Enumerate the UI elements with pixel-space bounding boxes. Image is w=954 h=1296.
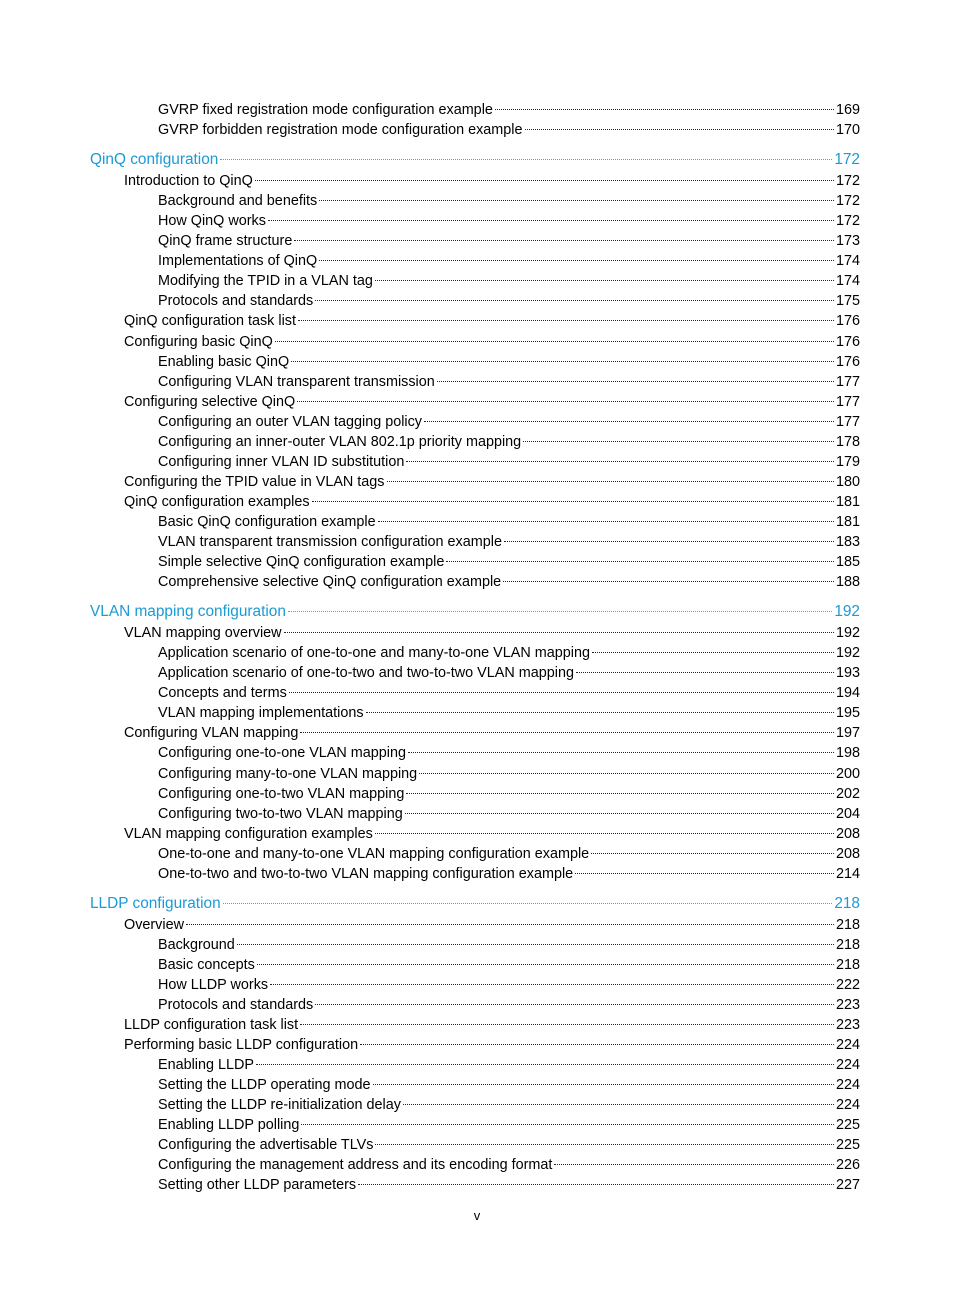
- toc-entry-title: GVRP fixed registration mode configuration example: [158, 102, 493, 118]
- toc-entry-title: QinQ configuration examples: [124, 493, 310, 510]
- dot-leader: [503, 581, 834, 582]
- toc-entry[interactable]: [158, 251, 860, 271]
- toc-entry-title: Background: [158, 936, 235, 953]
- dot-leader: [289, 692, 834, 693]
- toc-entry-title: Configuring one-to-one VLAN mapping: [158, 745, 406, 762]
- dot-leader: [576, 672, 834, 673]
- toc-entry-title: Configuring VLAN transparent transmission: [158, 373, 435, 390]
- toc-entry-title: Concepts and terms: [158, 685, 287, 702]
- toc-entry[interactable]: [158, 643, 860, 663]
- toc-entry-page-number: 179: [835, 453, 860, 470]
- toc-entry-page-number: 177: [835, 393, 860, 410]
- dot-leader: [437, 381, 834, 382]
- toc-entry[interactable]: [158, 352, 860, 372]
- toc-entry-page-number: 178: [835, 433, 860, 450]
- toc-entry[interactable]: [124, 1015, 860, 1035]
- dot-leader: [275, 341, 834, 342]
- dot-leader: [256, 1064, 834, 1065]
- dot-leader: [424, 421, 834, 422]
- toc-entry-title: Enabling LLDP polling: [158, 1117, 300, 1134]
- dot-leader: [591, 853, 834, 854]
- page-number: v: [473, 1208, 481, 1223]
- toc-entry-page-number: 200: [835, 765, 860, 782]
- toc-entry-title: Implementations of QinQ: [158, 253, 318, 270]
- dot-leader: [387, 481, 834, 482]
- toc-entry-page-number: 176: [835, 313, 860, 330]
- toc-entry[interactable]: [158, 211, 860, 231]
- toc-entry[interactable]: [158, 191, 860, 211]
- toc-entry[interactable]: [158, 844, 860, 864]
- dot-leader: [378, 521, 834, 522]
- toc-entry-title: VLAN mapping configuration examples: [124, 825, 373, 842]
- toc-entry-page-number: 218: [834, 894, 860, 912]
- toc-entry-title: One-to-two and two-to-two VLAN mapping configuration example: [158, 865, 574, 882]
- dot-leader: [358, 1184, 834, 1185]
- dot-leader: [255, 180, 834, 181]
- toc-chapter-entry[interactable]: [90, 150, 860, 170]
- toc-entry-page-number: 218: [835, 956, 860, 973]
- toc-entry[interactable]: [124, 1035, 860, 1055]
- toc-entry-page-number: 181: [835, 493, 860, 510]
- toc-entry[interactable]: [158, 412, 860, 432]
- toc-entry[interactable]: [158, 432, 860, 452]
- toc-entry-page-number: 202: [835, 785, 860, 802]
- toc-entry-title: One-to-one and many-to-one VLAN mapping configuration example: [158, 845, 590, 862]
- toc-entry[interactable]: [124, 332, 860, 352]
- toc-entry-page-number: 224: [835, 1097, 860, 1114]
- toc-chapter-entry[interactable]: [90, 602, 860, 622]
- toc-entry-page-number: 180: [835, 473, 860, 490]
- toc-entry-title: How QinQ works: [158, 213, 266, 230]
- toc-entry-page-number: 174: [835, 253, 860, 270]
- toc-entry-page-number: 194: [835, 685, 860, 702]
- toc-entry[interactable]: [124, 824, 860, 844]
- toc-entry-title: Application scenario of one-to-two and two-to-two VLAN mapping: [158, 665, 574, 682]
- dot-leader: [525, 129, 834, 130]
- toc-entry-page-number: 177: [835, 373, 860, 390]
- dot-leader: [220, 159, 832, 160]
- toc-entry-page-number: 185: [835, 554, 860, 571]
- toc-entry-title: Performing basic LLDP configuration: [124, 1037, 359, 1054]
- dot-leader: [315, 300, 834, 301]
- toc-entry-page-number: 224: [835, 1077, 860, 1094]
- toc-entry[interactable]: [124, 492, 860, 512]
- toc-entry[interactable]: [158, 955, 860, 975]
- toc-entry-page-number: 192: [835, 645, 860, 662]
- toc-entry[interactable]: [158, 572, 860, 592]
- toc-entry-page-number: 188: [835, 574, 860, 591]
- toc-entry-page-number: 227: [835, 1177, 860, 1194]
- toc-entry-page-number: 225: [835, 1117, 860, 1134]
- toc-entry[interactable]: [158, 663, 860, 683]
- toc-entry-title: QinQ configuration task list: [124, 313, 296, 330]
- dot-leader: [419, 773, 834, 774]
- dot-leader: [298, 320, 834, 321]
- toc-entry[interactable]: [158, 120, 860, 140]
- toc-entry-title: Configuring inner VLAN ID substitution: [158, 453, 405, 470]
- toc-entry-page-number: 172: [834, 151, 860, 169]
- dot-leader: [375, 833, 834, 834]
- dot-leader: [406, 793, 834, 794]
- dot-leader: [403, 1104, 834, 1105]
- toc-entry-page-number: 172: [835, 173, 860, 190]
- toc-entry-title: Setting the LLDP operating mode: [158, 1077, 371, 1094]
- dot-leader: [406, 461, 834, 462]
- toc-entry[interactable]: [124, 915, 860, 935]
- toc-entry[interactable]: [158, 372, 860, 392]
- toc-entry-title: Enabling LLDP: [158, 1057, 255, 1074]
- dot-leader: [446, 561, 834, 562]
- dot-leader: [408, 752, 834, 753]
- toc-entry-page-number: 223: [835, 1017, 860, 1034]
- dot-leader: [223, 903, 833, 904]
- dot-leader: [186, 924, 834, 925]
- toc-entry-page-number: 174: [835, 273, 860, 290]
- toc-entry-page-number: 181: [835, 513, 860, 530]
- toc-entry-title: LLDP configuration task list: [124, 1017, 299, 1034]
- dot-leader: [360, 1044, 834, 1045]
- toc-entry-title: Basic concepts: [158, 956, 255, 973]
- toc-entry-page-number: 170: [835, 122, 860, 139]
- toc-entry-page-number: 222: [835, 976, 860, 993]
- toc-entry-page-number: 208: [835, 845, 860, 862]
- toc-entry[interactable]: [158, 784, 860, 804]
- toc-entry-title: VLAN mapping overview: [124, 625, 282, 642]
- toc-entry-title: Simple selective QinQ configuration example: [158, 554, 445, 571]
- toc-entry-title: Configuring the management address and its encoding format: [158, 1157, 553, 1174]
- dot-leader: [375, 1144, 834, 1145]
- toc-entry-title: LLDP configuration: [90, 894, 221, 912]
- toc-entry[interactable]: [158, 995, 860, 1015]
- toc-entry-title: Protocols and standards: [158, 293, 314, 310]
- toc-entry-title: Configuring many-to-one VLAN mapping: [158, 765, 418, 782]
- toc-entry-title: Configuring an outer VLAN tagging policy: [158, 413, 422, 430]
- toc-entry-page-number: 177: [835, 413, 860, 430]
- toc-entry[interactable]: [158, 1135, 860, 1155]
- toc-entry-page-number: 214: [835, 865, 860, 882]
- toc-entry-title: Configuring basic QinQ: [124, 333, 273, 350]
- toc-entry-title: GVRP forbidden registration mode configuration example: [158, 122, 523, 139]
- toc-entry[interactable]: [158, 1075, 860, 1095]
- dot-leader: [312, 501, 834, 502]
- toc-entry-title: QinQ frame structure: [158, 233, 293, 250]
- toc-chapter-entry[interactable]: [90, 894, 860, 914]
- toc-entry-page-number: 218: [835, 916, 860, 933]
- toc-entry[interactable]: [158, 935, 860, 955]
- toc-entry[interactable]: [124, 311, 860, 331]
- toc-entry[interactable]: [158, 975, 860, 995]
- toc-entry-title: Configuring two-to-two VLAN mapping: [158, 805, 403, 822]
- toc-entry-page-number: 224: [835, 1057, 860, 1074]
- toc-entry[interactable]: [124, 623, 860, 643]
- toc-entry-title: VLAN transparent transmission configuration example: [158, 534, 502, 550]
- toc-entry-title: Modifying the TPID in a VLAN tag: [158, 273, 373, 290]
- toc-entry-page-number: 225: [835, 1137, 860, 1154]
- toc-entry[interactable]: [158, 804, 860, 824]
- toc-entry[interactable]: [158, 512, 860, 532]
- toc-entry[interactable]: [124, 723, 860, 743]
- toc-entry-page-number: 208: [835, 825, 860, 842]
- toc-entry[interactable]: [124, 392, 860, 412]
- toc-entry-page-number: 195: [835, 705, 860, 722]
- toc-entry-page-number: 198: [835, 745, 860, 762]
- toc-entry-title: Application scenario of one-to-one and many-to-one VLAN mapping: [158, 645, 590, 662]
- toc-entry-title: VLAN mapping configuration: [90, 603, 286, 621]
- toc-entry-title: Configuring selective QinQ: [124, 393, 296, 410]
- toc-entry-page-number: 176: [835, 333, 860, 350]
- toc-entry-title: Introduction to QinQ: [124, 173, 253, 190]
- toc-entry-page-number: 169: [835, 102, 860, 118]
- toc-entry-title: Setting other LLDP parameters: [158, 1177, 357, 1194]
- dot-leader: [375, 280, 834, 281]
- dot-leader: [291, 361, 834, 362]
- dot-leader: [300, 732, 834, 733]
- toc-entry-title: QinQ configuration: [90, 151, 219, 169]
- toc-entry-title: Basic QinQ configuration example: [158, 513, 376, 530]
- toc-entry[interactable]: [158, 1055, 860, 1075]
- dot-leader: [504, 541, 834, 542]
- dot-leader: [294, 240, 834, 241]
- dot-leader: [319, 260, 834, 261]
- toc-entry-page-number: 223: [835, 997, 860, 1013]
- toc-entry-page-number: 193: [835, 665, 860, 682]
- dot-leader: [284, 632, 834, 633]
- toc-entry-page-number: 197: [835, 725, 860, 742]
- toc-entry-page-number: 172: [835, 193, 860, 210]
- toc-entry[interactable]: [158, 271, 860, 291]
- toc-entry[interactable]: [158, 1155, 860, 1175]
- toc-entry[interactable]: [124, 472, 860, 492]
- toc-entry-title: VLAN mapping implementations: [158, 705, 364, 722]
- dot-leader: [592, 652, 834, 653]
- dot-leader: [300, 1024, 834, 1025]
- dot-leader: [301, 1124, 834, 1125]
- toc-entry[interactable]: [158, 452, 860, 472]
- toc-entry[interactable]: [158, 231, 860, 251]
- toc-entry[interactable]: [158, 864, 860, 884]
- toc-entry-title: Configuring an inner-outer VLAN 802.1p priority mapping: [158, 433, 522, 450]
- toc-entry[interactable]: [158, 532, 860, 552]
- dot-leader: [554, 1164, 834, 1165]
- toc-entry-title: Configuring one-to-two VLAN mapping: [158, 785, 405, 802]
- toc-entry[interactable]: [158, 552, 860, 572]
- dot-leader: [297, 401, 834, 402]
- toc-entry-page-number: 218: [835, 936, 860, 953]
- toc-entry-title: Configuring VLAN mapping: [124, 725, 299, 742]
- toc-entry[interactable]: [158, 764, 860, 784]
- toc-entry-page-number: 176: [835, 353, 860, 370]
- toc-entry[interactable]: [124, 171, 860, 191]
- dot-leader: [270, 984, 834, 985]
- toc-entry[interactable]: [158, 100, 860, 120]
- toc-entry-page-number: 183: [835, 534, 860, 550]
- dot-leader: [257, 964, 834, 965]
- toc-entry-title: Setting the LLDP re-initialization delay: [158, 1097, 401, 1114]
- toc-entry-page-number: 173: [835, 233, 860, 250]
- dot-leader: [288, 611, 832, 612]
- dot-leader: [373, 1084, 834, 1085]
- dot-leader: [366, 712, 834, 713]
- toc-entry[interactable]: [158, 291, 860, 311]
- toc-entry[interactable]: [158, 1115, 860, 1135]
- dot-leader: [405, 813, 834, 814]
- dot-leader: [495, 109, 834, 110]
- dot-leader: [319, 200, 834, 201]
- toc-entry-page-number: 226: [835, 1157, 860, 1174]
- toc-entry[interactable]: [158, 683, 860, 703]
- toc-entry[interactable]: [158, 1095, 860, 1115]
- toc-entry[interactable]: [158, 703, 860, 723]
- toc-entry-page-number: 172: [835, 213, 860, 230]
- toc-entry-title: Comprehensive selective QinQ configuration example: [158, 574, 502, 591]
- toc-entry-title: Configuring the advertisable TLVs: [158, 1137, 374, 1154]
- toc-entry[interactable]: [158, 743, 860, 763]
- toc-entry-page-number: 192: [835, 625, 860, 642]
- toc-entry-title: How LLDP works: [158, 976, 269, 993]
- toc-entry-title: Background and benefits: [158, 193, 318, 210]
- toc-entry[interactable]: [158, 1175, 860, 1195]
- toc-entry-page-number: 192: [834, 603, 860, 621]
- toc-entry-title: Protocols and standards: [158, 997, 314, 1013]
- dot-leader: [523, 441, 834, 442]
- toc-entry-page-number: 175: [835, 293, 860, 310]
- toc-entry-page-number: 224: [835, 1037, 860, 1054]
- dot-leader: [575, 873, 834, 874]
- toc-entry-title: Configuring the TPID value in VLAN tags: [124, 473, 385, 490]
- dot-leader: [315, 1004, 834, 1005]
- dot-leader: [237, 944, 834, 945]
- toc-entry-page-number: 204: [835, 805, 860, 822]
- toc-entry-title: Enabling basic QinQ: [158, 353, 290, 370]
- toc-entry-title: Overview: [124, 916, 184, 933]
- dot-leader: [268, 220, 834, 221]
